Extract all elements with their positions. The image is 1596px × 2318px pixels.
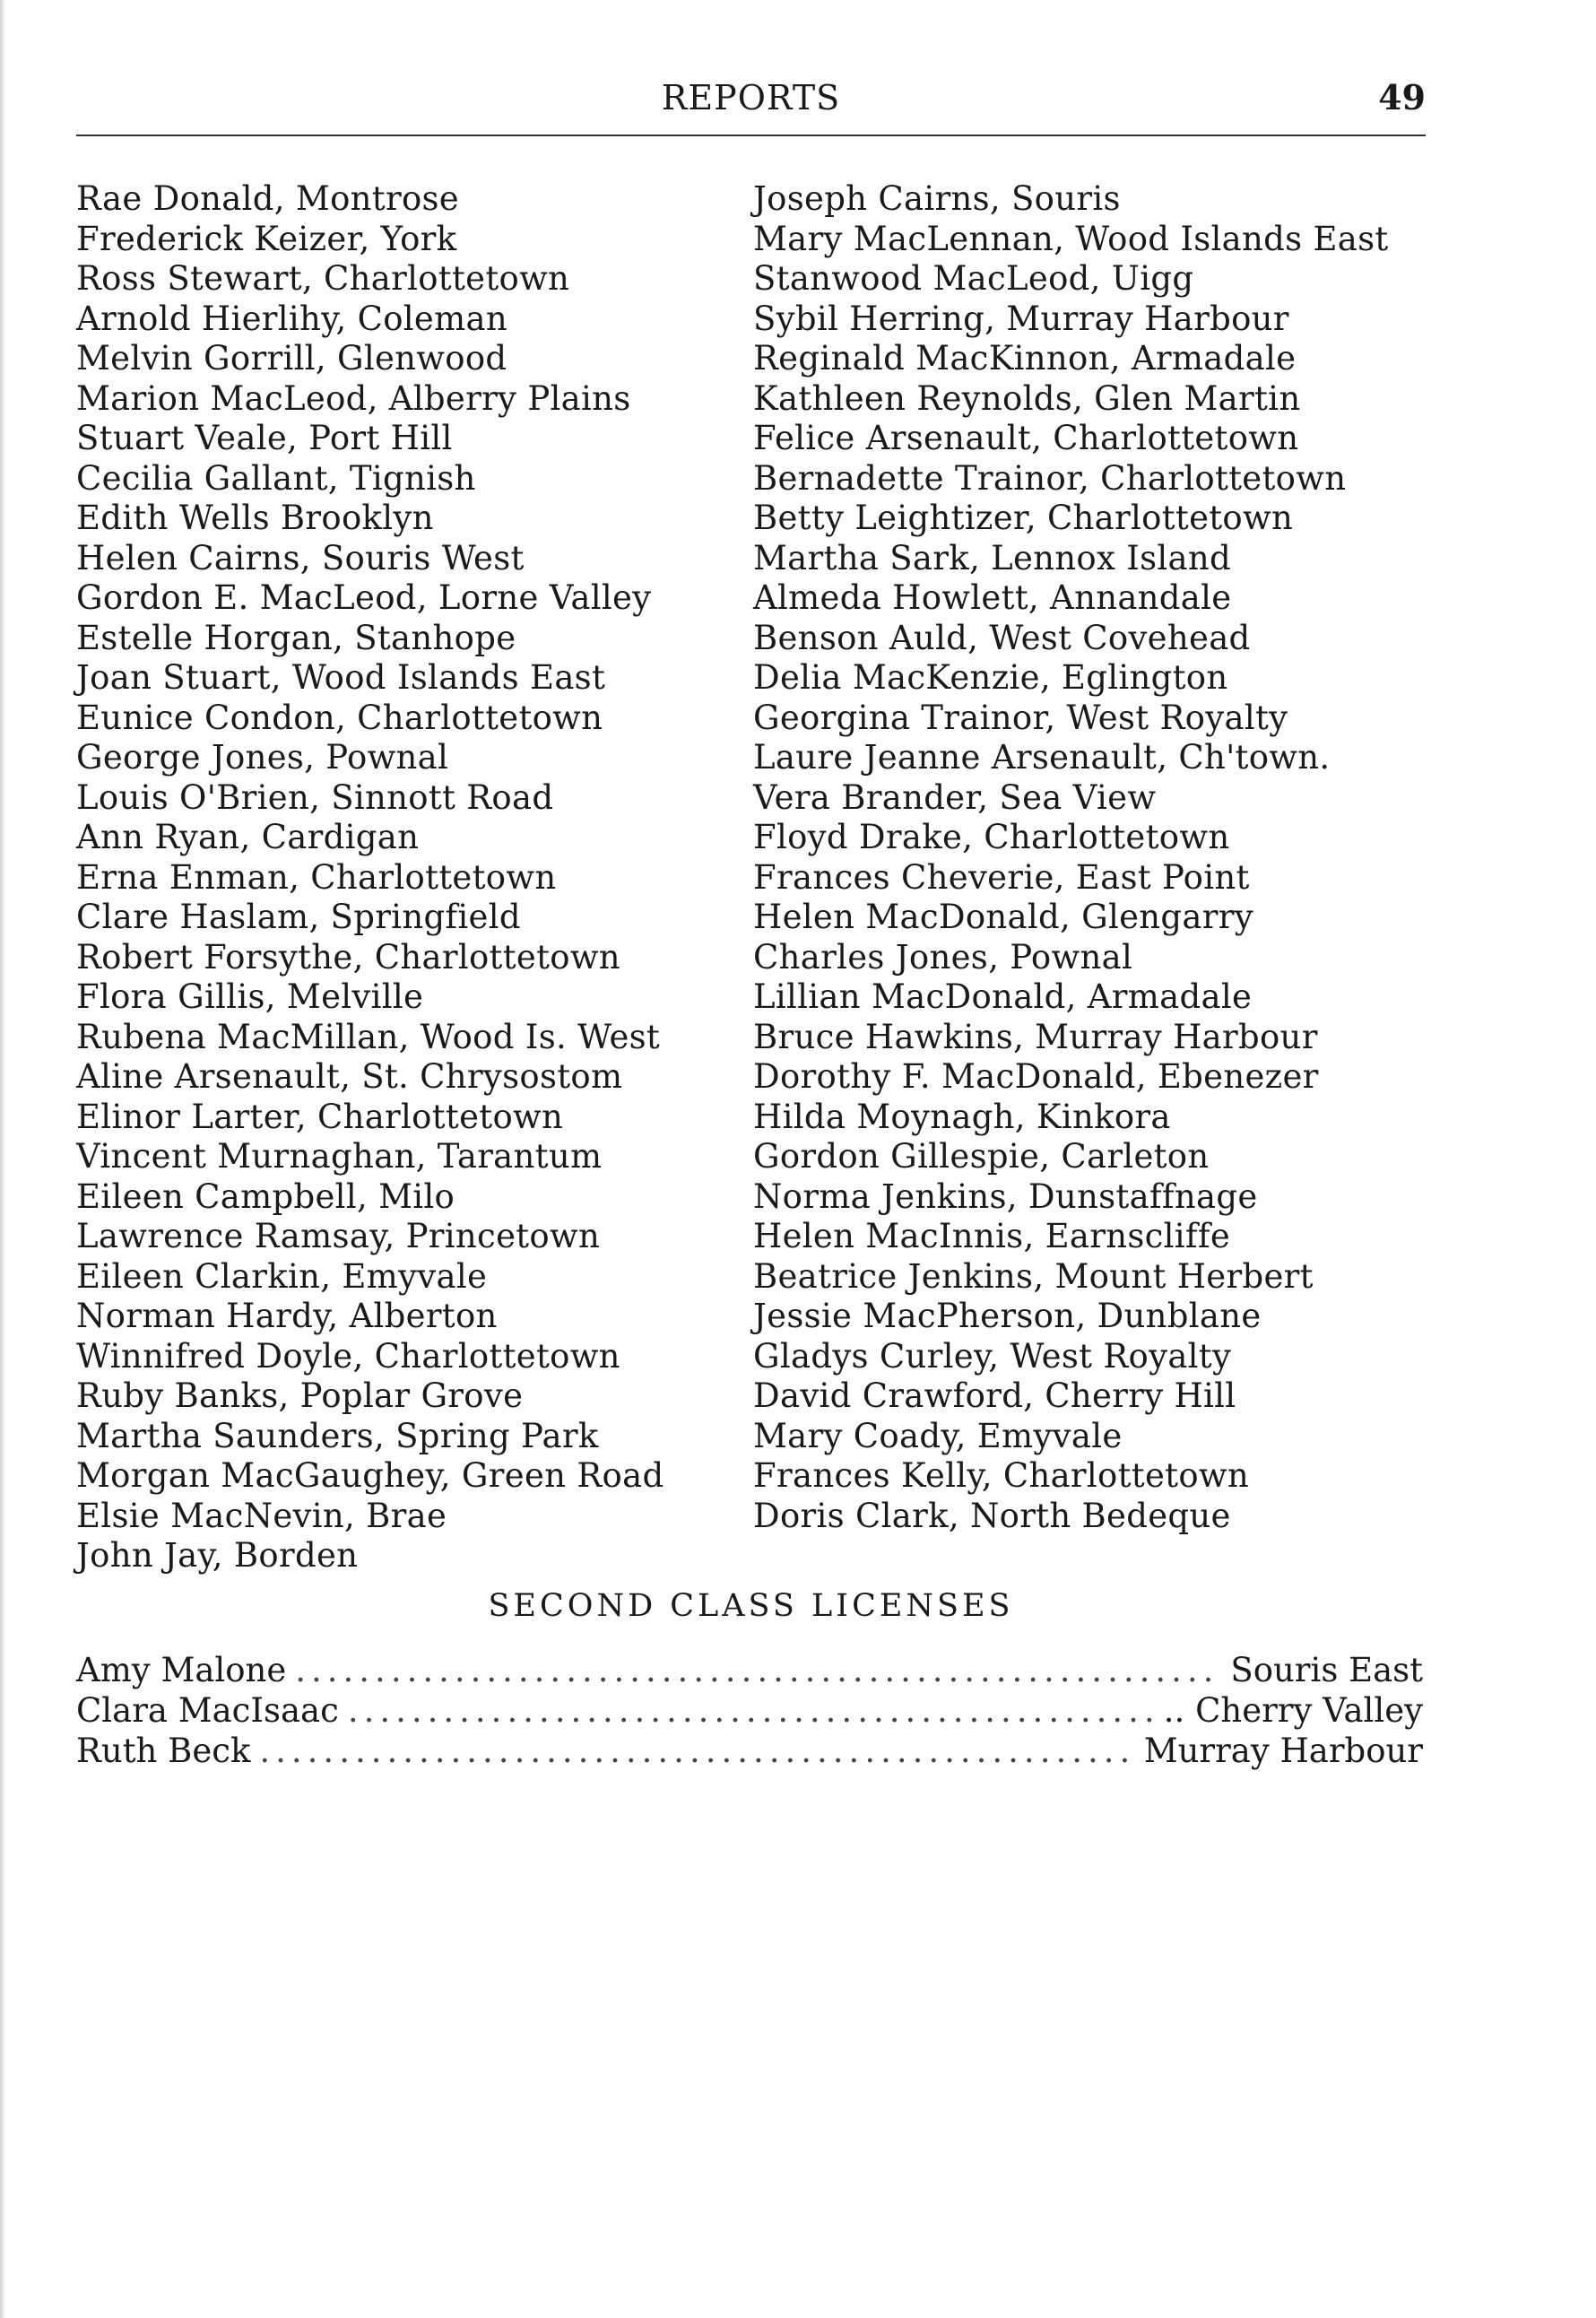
- list-item: Martha Sark, Lennox Island: [753, 538, 1232, 577]
- license-row: [76, 1731, 1423, 1771]
- list-item: Ross Stewart, Charlottetown: [76, 259, 570, 298]
- license-row: [76, 1650, 1423, 1690]
- list-item: Stanwood MacLeod, Uigg: [753, 259, 1194, 298]
- list-item: George Jones, Pownal: [76, 738, 449, 777]
- page-number: 49: [1378, 77, 1426, 117]
- list-item: Estelle Horgan, Stanhope: [76, 618, 516, 657]
- list-item: Almeda Howlett, Annandale: [753, 578, 1232, 617]
- list-item: Helen MacInnis, Earnscliffe: [753, 1217, 1231, 1255]
- list-item: Sybil Herring, Murray Harbour: [753, 299, 1289, 338]
- list-item: Bruce Hawkins, Murray Harbour: [753, 1017, 1318, 1056]
- list-item: Edith Wells Brooklyn: [76, 499, 434, 537]
- list-item: Lillian MacDonald, Armadale: [753, 977, 1253, 1016]
- list-item: Marion MacLeod, Alberry Plains: [76, 378, 631, 418]
- list-item: Reginald MacKinnon, Armadale: [753, 339, 1297, 378]
- list-item: Felice Arsenault, Charlottetown: [753, 419, 1299, 457]
- license-holder-place: Souris East: [1230, 1651, 1423, 1689]
- list-item: Ruby Banks, Poplar Grove: [76, 1376, 524, 1415]
- list-item: Arnold Hierlihy, Coleman: [76, 299, 507, 338]
- list-item: Gordon E. MacLeod, Lorne Valley: [76, 578, 652, 617]
- list-item: Vincent Murnaghan, Tarantum: [76, 1137, 603, 1176]
- list-item: Joan Stuart, Wood Islands East: [76, 658, 606, 697]
- list-item: Beatrice Jenkins, Mount Herbert: [753, 1256, 1314, 1296]
- list-item: Dorothy F. MacDonald, Ebenezer: [753, 1057, 1319, 1096]
- list-item: Frances Kelly, Charlottetown: [753, 1456, 1250, 1495]
- list-item: Elinor Larter, Charlottetown: [76, 1097, 564, 1136]
- list-item: Bernadette Trainor, Charlottetown: [753, 458, 1347, 498]
- list-item: Robert Forsythe, Charlottetown: [76, 937, 620, 977]
- list-item: Kathleen Reynolds, Glen Martin: [753, 378, 1301, 418]
- left-name-column: [76, 179, 740, 1576]
- list-item: Norman Hardy, Alberton: [76, 1297, 498, 1335]
- list-item: Erna Enman, Charlottetown: [76, 857, 557, 897]
- page-edge-shadow: [0, 0, 5, 2318]
- second-class-license-list: [76, 1650, 1423, 1771]
- list-item: Benson Auld, West Covehead: [753, 618, 1251, 657]
- list-item: John Jay, Borden: [76, 1536, 359, 1575]
- list-item: Frances Cheverie, East Point: [753, 857, 1250, 897]
- list-item: Delia MacKenzie, Eglington: [753, 658, 1228, 697]
- list-item: Mary Coady, Emyvale: [753, 1416, 1123, 1455]
- dot-leader: [295, 1650, 1221, 1690]
- section-title: SECOND CLASS LICENSES: [488, 1588, 1014, 1624]
- list-item: Helen Cairns, Souris West: [76, 538, 525, 577]
- list-item: Eileen Clarkin, Emyvale: [76, 1256, 488, 1296]
- list-item: Norma Jenkins, Dunstaffnage: [753, 1176, 1258, 1216]
- list-item: Laure Jeanne Arsenault, Ch'town.: [753, 738, 1331, 777]
- license-row: [76, 1690, 1423, 1731]
- list-item: Melvin Gorrill, Glenwood: [76, 339, 507, 378]
- list-item: Mary MacLennan, Wood Islands East: [753, 219, 1389, 258]
- list-item: Gladys Curley, West Royalty: [753, 1336, 1232, 1376]
- list-item: Morgan MacGaughey, Green Road: [76, 1456, 664, 1495]
- list-item: Cecilia Gallant, Tignish: [76, 458, 476, 498]
- list-item: Georgina Trainor, West Royalty: [753, 698, 1288, 737]
- list-item: Flora Gillis, Melville: [76, 977, 424, 1016]
- license-holder-place: .. Cherry Valley: [1163, 1691, 1423, 1730]
- running-head: REPORTS: [661, 78, 841, 117]
- license-holder-name: Clara MacIsaac: [76, 1691, 339, 1730]
- list-item: Rubena MacMillan, Wood Is. West: [76, 1017, 661, 1056]
- dot-leader: [348, 1690, 1155, 1731]
- license-holder-place: Murray Harbour: [1143, 1732, 1423, 1770]
- list-item: Martha Saunders, Spring Park: [76, 1416, 599, 1455]
- license-holder-name: Amy Malone: [76, 1651, 287, 1689]
- list-item: Winnifred Doyle, Charlottetown: [76, 1336, 620, 1376]
- list-item: Gordon Gillespie, Carleton: [753, 1137, 1210, 1176]
- list-item: Charles Jones, Pownal: [753, 937, 1133, 977]
- list-item: Louis O'Brien, Sinnott Road: [76, 777, 554, 817]
- list-item: Joseph Cairns, Souris: [753, 179, 1121, 218]
- right-name-column: [753, 179, 1435, 1536]
- list-item: Jessie MacPherson, Dunblane: [753, 1297, 1262, 1335]
- list-item: Aline Arsenault, St. Chrysostom: [76, 1057, 623, 1096]
- list-item: Floyd Drake, Charlottetown: [753, 818, 1230, 856]
- list-item: Vera Brander, Sea View: [753, 777, 1157, 817]
- list-item: Doris Clark, North Bedeque: [753, 1496, 1231, 1535]
- list-item: David Crawford, Cherry Hill: [753, 1376, 1236, 1415]
- list-item: Clare Haslam, Springfield: [76, 898, 521, 936]
- list-item: Stuart Veale, Port Hill: [76, 419, 453, 457]
- list-item: Eunice Condon, Charlottetown: [76, 698, 603, 737]
- page-header: [76, 75, 1426, 138]
- list-item: Helen MacDonald, Glengarry: [753, 898, 1253, 936]
- list-item: Rae Donald, Montrose: [76, 179, 460, 218]
- list-item: Ann Ryan, Cardigan: [76, 818, 420, 856]
- list-item: Eileen Campbell, Milo: [76, 1176, 455, 1216]
- header-rule: [76, 135, 1426, 136]
- list-item: Lawrence Ramsay, Princetown: [76, 1217, 601, 1255]
- list-item: Hilda Moynagh, Kinkora: [753, 1097, 1171, 1136]
- list-item: Betty Leightizer, Charlottetown: [753, 499, 1294, 537]
- list-item: Frederick Keizer, York: [76, 219, 457, 258]
- license-holder-name: Ruth Beck: [76, 1732, 251, 1770]
- list-item: Elsie MacNevin, Brae: [76, 1496, 447, 1535]
- dot-leader: [259, 1731, 1134, 1771]
